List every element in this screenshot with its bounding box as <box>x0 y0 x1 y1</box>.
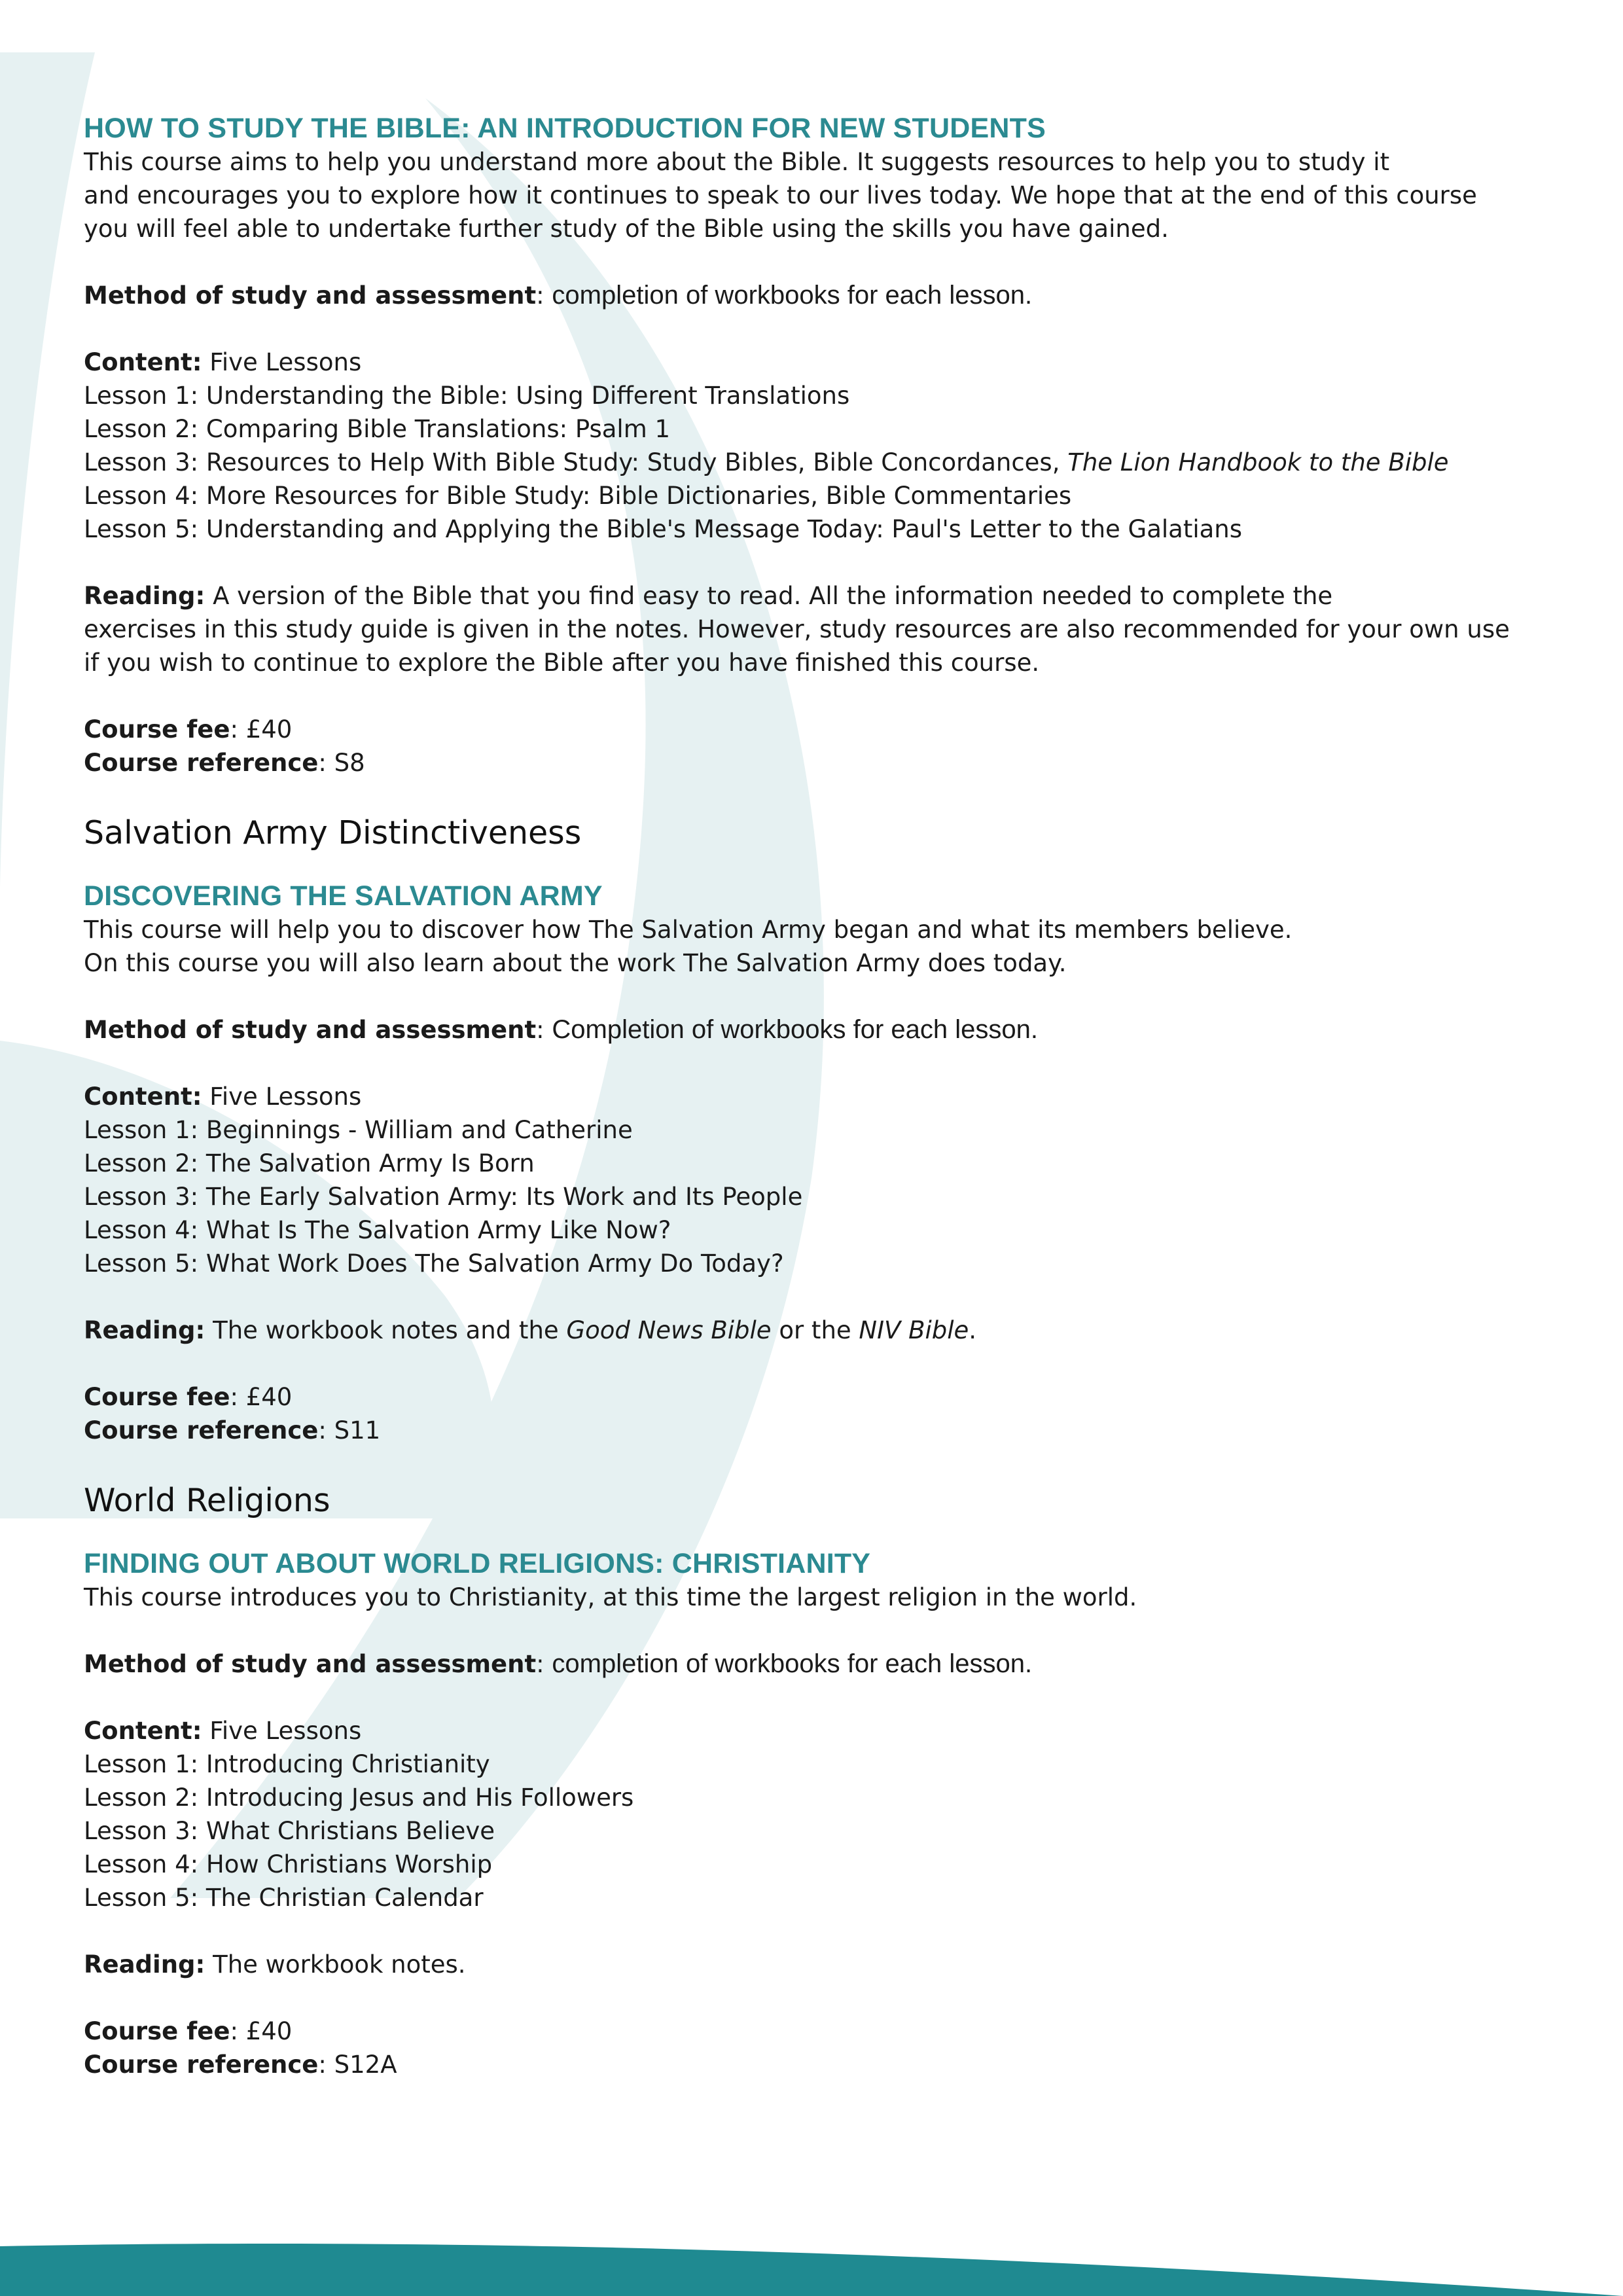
page-content <box>84 111 1563 2081</box>
section-heading: Salvation Army Distinctiveness <box>84 814 582 852</box>
content-label: Content: <box>84 1717 202 1745</box>
course-world-religions-christianity <box>84 1481 1563 2081</box>
course-fee: Course fee: £40 <box>84 1383 293 1411</box>
list-item: Lesson 3: The Early Salvation Army: Its Work and Its People <box>84 1183 803 1211</box>
content-text: Five Lessons <box>202 1717 362 1745</box>
method-text: completion of workbooks for each lesson. <box>552 1649 1033 1678</box>
background-left-arc <box>0 52 95 1021</box>
course-fee: Course fee: £40 <box>84 715 293 744</box>
list-item: Lesson 2: The Salvation Army Is Born <box>84 1149 535 1177</box>
lesson-text: Lesson 3: Resources to Help With Bible Study: Study Bibles, Bible Concordances, <box>84 448 1068 476</box>
list-item: Lesson 2: Comparing Bible Translations: Psalm 1 <box>84 415 671 443</box>
fee-label: Course fee <box>84 715 230 744</box>
reading <box>84 1948 1563 1981</box>
content-line <box>84 1714 1563 1748</box>
lesson-list <box>84 1714 1563 1914</box>
course-title: DISCOVERING THE SALVATION ARMY <box>84 880 603 912</box>
book-title: NIV Bible <box>859 1316 969 1344</box>
method-label: Method of study and assessment <box>84 1650 537 1678</box>
course-reference: Course reference: S11 <box>84 1416 381 1444</box>
list-item: Lesson 5: The Christian Calendar <box>84 1884 484 1912</box>
reading-text: The workbook notes. <box>205 1950 466 1979</box>
content-label: Content: <box>84 348 202 376</box>
lesson-list <box>84 346 1563 546</box>
ref-label: Course reference <box>84 2051 319 2079</box>
method-of-study: Method of study and assessment: Completion of workbooks for each lesson. <box>84 1015 1039 1044</box>
course-fee: Course fee: £40 <box>84 2017 293 2045</box>
bottom-teal-band <box>0 2244 1623 2296</box>
description-line: and encourages you to explore how it continues to speak to our lives today. We hope that at the end of this course <box>84 181 1477 209</box>
book-title: The Lion Handbook to the Bible <box>1067 448 1449 476</box>
method-label: Method of study and assessment <box>84 281 537 310</box>
method-text: Completion of workbooks for each lesson. <box>552 1015 1039 1044</box>
description-line: you will feel able to undertake further study of the Bible using the skills you have gained. <box>84 215 1169 243</box>
list-item: Lesson 5: Understanding and Applying the Bible's Message Today: Paul's Letter to the Galatians <box>84 515 1243 543</box>
list-item: Lesson 3: What Christians Believe <box>84 1817 495 1845</box>
list-item: Lesson 4: More Resources for Bible Study: Bible Dictionaries, Bible Commentaries <box>84 482 1072 510</box>
course-meta <box>84 713 1563 780</box>
reading-text: . <box>969 1316 977 1344</box>
content-text: Five Lessons <box>202 348 362 376</box>
fee-value: £40 <box>245 2017 293 2045</box>
list-item: Lesson 2: Introducing Jesus and His Followers <box>84 1784 634 1812</box>
ref-label: Course reference <box>84 1416 319 1444</box>
ref-label: Course reference <box>84 749 319 777</box>
fee-label: Course fee <box>84 2017 230 2045</box>
reading-label: Reading: <box>84 1950 205 1979</box>
reading-label: Reading: <box>84 1316 205 1344</box>
ref-value: S11 <box>334 1416 381 1444</box>
course-reference: Course reference: S8 <box>84 749 365 777</box>
method-of-study: Method of study and assessment: completion of workbooks for each lesson. <box>84 1649 1033 1678</box>
list-item: Lesson 1: Understanding the Bible: Using Different Translations <box>84 382 850 410</box>
reading-label: Reading: <box>84 582 205 610</box>
course-discovering-salvation-army <box>84 814 1563 1447</box>
reading-line: exercises in this study guide is given in the notes. However, study resources are also recommended for your own use <box>84 615 1510 643</box>
course-description <box>84 913 1563 980</box>
description-line: This course will help you to discover how The Salvation Army began and what its members believe. <box>84 916 1293 944</box>
method-of-study: Method of study and assessment: completion of workbooks for each lesson. <box>84 281 1033 310</box>
course-reference: Course reference: S12A <box>84 2051 397 2079</box>
course-meta <box>84 1380 1563 1447</box>
content-line <box>84 346 1563 379</box>
course-title: HOW TO STUDY THE BIBLE: AN INTRODUCTION FOR NEW STUDENTS <box>84 113 1046 144</box>
description-line: This course introduces you to Christianity, at this time the largest religion in the world. <box>84 1583 1137 1611</box>
lesson-list <box>84 1080 1563 1280</box>
description-line: On this course you will also learn about the work The Salvation Army does today. <box>84 949 1067 977</box>
method-text: completion of workbooks for each lesson. <box>552 281 1033 310</box>
list-item: Lesson 1: Beginnings - William and Catherine <box>84 1116 633 1144</box>
fee-value: £40 <box>245 1383 293 1411</box>
fee-label: Course fee <box>84 1383 230 1411</box>
list-item: Lesson 4: What Is The Salvation Army Like Now? <box>84 1216 671 1244</box>
reading-text: The workbook notes and the <box>205 1316 567 1344</box>
course-meta <box>84 2015 1563 2081</box>
content-text: Five Lessons <box>202 1083 362 1111</box>
ref-value: S12A <box>334 2051 397 2079</box>
content-line <box>84 1080 1563 1113</box>
course-description <box>84 145 1563 245</box>
section-heading: World Religions <box>84 1482 330 1519</box>
course-description <box>84 1581 1563 1614</box>
list-item <box>84 446 1563 479</box>
book-title: Good News Bible <box>566 1316 772 1344</box>
reading-text: or the <box>771 1316 859 1344</box>
reading <box>84 1314 1563 1347</box>
content-label: Content: <box>84 1083 202 1111</box>
course-title: FINDING OUT ABOUT WORLD RELIGIONS: CHRISTIANITY <box>84 1548 871 1579</box>
list-item: Lesson 1: Introducing Christianity <box>84 1750 490 1778</box>
reading-line: if you wish to continue to explore the Bible after you have finished this course. <box>84 649 1040 677</box>
description-line: This course aims to help you understand more about the Bible. It suggests resources to help you to study it <box>84 148 1390 176</box>
method-label: Method of study and assessment <box>84 1016 537 1044</box>
list-item: Lesson 5: What Work Does The Salvation Army Do Today? <box>84 1249 784 1278</box>
course-how-to-study-bible <box>84 111 1563 780</box>
list-item: Lesson 4: How Christians Worship <box>84 1850 493 1878</box>
ref-value: S8 <box>334 749 365 777</box>
reading-line: A version of the Bible that you find easy to read. All the information needed to complete the <box>205 582 1333 610</box>
reading <box>84 579 1563 679</box>
fee-value: £40 <box>245 715 293 744</box>
